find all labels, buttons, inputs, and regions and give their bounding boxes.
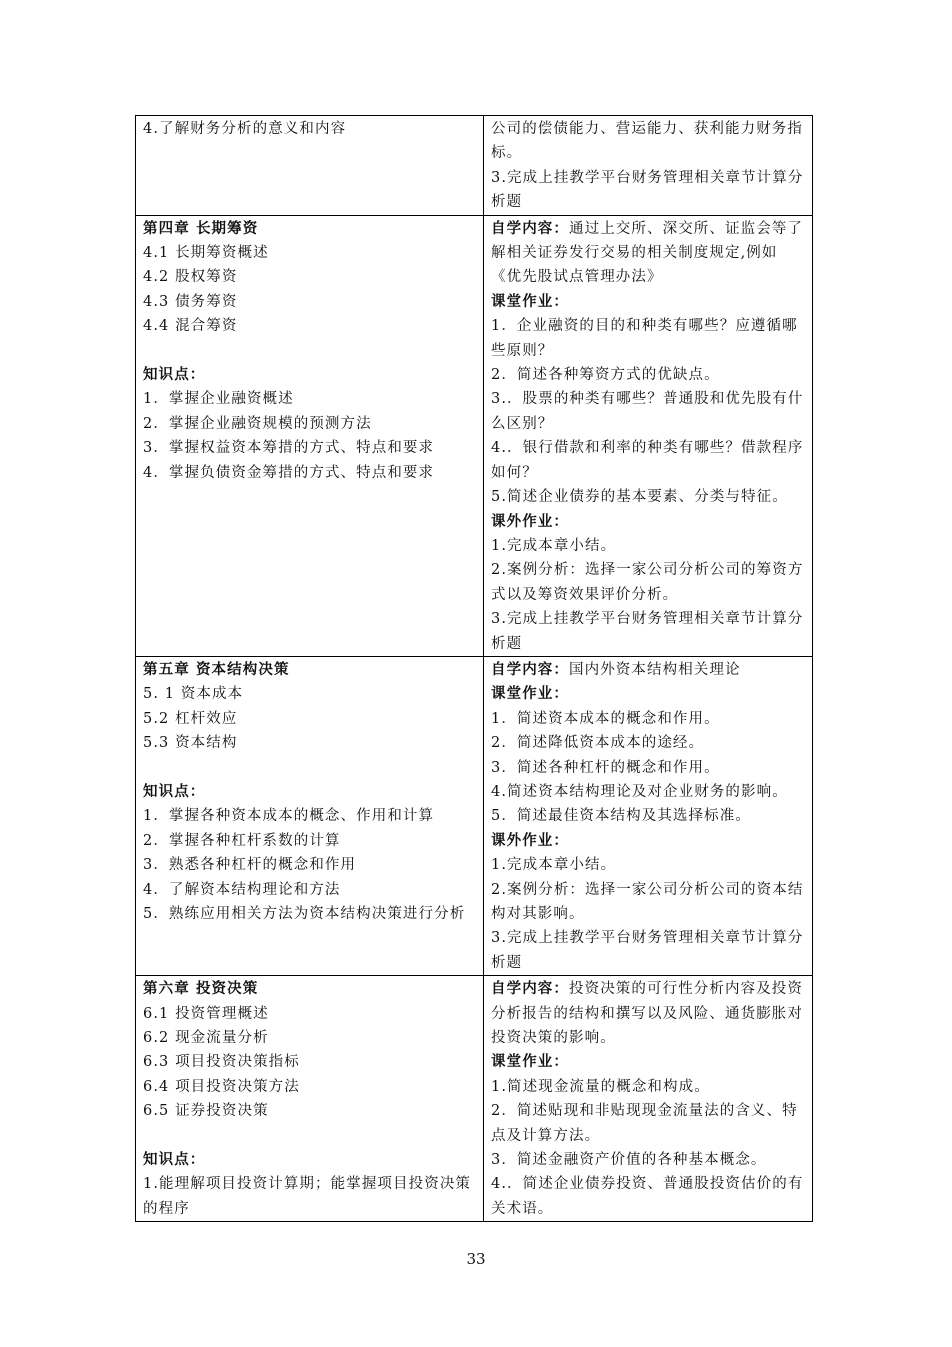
knowledge-item: 1．掌握各种资本成本的概念、作用和计算 xyxy=(143,808,435,825)
knowledge-item: 4．了解资本结构理论和方法 xyxy=(143,881,341,898)
chapter-content-cell xyxy=(136,215,484,656)
assignment-text: 公司的偿债能力、营运能力、获利能力财务指标。 xyxy=(491,121,803,162)
knowledge-item: 1.能理解项目投资计算期；能掌握项目投资决策的程序 xyxy=(143,1176,472,1217)
class-homework-item: 3.．股票的种类有哪些？普通股和优先股有什么区别？ xyxy=(491,391,804,432)
section-item: 5. 1 资本成本 xyxy=(143,686,244,703)
extra-homework-item: 2.案例分析：选择一家公司分析公司的筹资方式以及筹资效果评价分析。 xyxy=(491,562,804,603)
chapter-content-cell xyxy=(136,976,484,1222)
class-homework-item: 3．简述各种杠杆的概念和作用。 xyxy=(491,759,720,776)
section-item: 6.5 证券投资决策 xyxy=(143,1103,269,1120)
section-item: 6.2 现金流量分析 xyxy=(143,1030,269,1047)
class-homework-item: 1．企业融资的目的和种类有哪些？应遵循哪些原则？ xyxy=(491,318,798,359)
knowledge-item: 2．掌握企业融资规模的预测方法 xyxy=(143,415,372,432)
class-homework-label: 课堂作业： xyxy=(491,685,569,703)
class-homework-item: 3．简述金融资产价值的各种基本概念。 xyxy=(491,1152,767,1169)
knowledge-item: 3．熟悉各种杠杆的概念和作用 xyxy=(143,857,357,874)
extra-homework-item: 3.完成上挂教学平台财务管理相关章节计算分析题 xyxy=(491,611,804,652)
knowledge-item: 4.了解财务分析的意义和内容 xyxy=(143,121,347,137)
assignment-cell xyxy=(484,656,813,975)
table-row xyxy=(136,656,813,975)
assignment-cell xyxy=(484,215,813,656)
extra-homework-item: 1.完成本章小结。 xyxy=(491,537,617,554)
class-homework-item: 2．简述贴现和非贴现现金流量法的含义、特点及计算方法。 xyxy=(491,1103,798,1144)
section-item: 6.4 项目投资决策方法 xyxy=(143,1078,300,1095)
self-study-text: 国内外资本结构相关理论 xyxy=(569,661,741,678)
page-number: 33 xyxy=(466,1250,486,1268)
table-row xyxy=(136,976,813,1222)
self-study-text: 投资决策的可行性分析内容及投资分析报告的结构和撰写以及风险、通货膨胀对投资决策的影响。 xyxy=(491,981,803,1047)
self-study-text: 通过上交所、深交所、证监会等了解相关证券发行交易的相关制度规定,例如《优先股试点管理办法》 xyxy=(491,220,803,286)
knowledge-item: 5．熟练应用相关方法为资本结构决策进行分析 xyxy=(143,905,466,922)
section-item: 4.1 长期筹资概述 xyxy=(143,245,269,262)
class-homework-item: 1.简述现金流量的概念和构成。 xyxy=(491,1078,710,1095)
self-study-label: 自学内容： xyxy=(491,219,569,237)
section-item: 5.2 杠杆效应 xyxy=(143,710,238,727)
class-homework-item: 2．简述各种筹资方式的优缺点。 xyxy=(491,367,720,384)
syllabus-table xyxy=(135,115,813,1222)
knowledge-item: 3．掌握权益资本筹措的方式、特点和要求 xyxy=(143,440,435,457)
chapter-title: 第六章 投资决策 xyxy=(143,980,259,998)
self-study-paragraph xyxy=(491,658,805,682)
class-homework-item: 2．简述降低资本成本的途经。 xyxy=(491,735,705,752)
knowledge-item: 4．掌握负债资金筹措的方式、特点和要求 xyxy=(143,464,435,481)
section-item: 4.2 股权筹资 xyxy=(143,269,238,286)
self-study-label: 自学内容： xyxy=(491,980,569,998)
self-study-paragraph xyxy=(491,977,805,1050)
extra-homework-label: 课外作业： xyxy=(491,512,569,530)
class-homework-item: 5．简述最佳资本结构及其选择标准。 xyxy=(491,808,751,825)
class-homework-label: 课堂作业： xyxy=(491,292,569,310)
chapter-title: 第五章 资本结构决策 xyxy=(143,660,290,678)
class-homework-item: 1．简述资本成本的概念和作用。 xyxy=(491,710,720,727)
section-item: 6.1 投资管理概述 xyxy=(143,1005,269,1022)
table-row xyxy=(136,116,813,216)
extra-homework-item: 2.案例分析：选择一家公司分析公司的资本结构对其影响。 xyxy=(491,881,804,922)
knowledge-label: 知识点： xyxy=(143,782,206,800)
class-homework-item: 4.简述资本结构理论及对企业财务的影响。 xyxy=(491,783,788,800)
class-homework-item: 4.．简述企业债券投资、普通股投资估价的有关术语。 xyxy=(491,1176,804,1217)
table-row xyxy=(136,215,813,656)
extra-homework-label: 课外作业： xyxy=(491,831,569,849)
class-homework-label: 课堂作业： xyxy=(491,1053,569,1071)
assignment-text: 3.完成上挂教学平台财务管理相关章节计算分析题 xyxy=(491,169,804,211)
knowledge-item: 1．掌握企业融资概述 xyxy=(143,391,294,408)
section-item: 6.3 项目投资决策指标 xyxy=(143,1054,300,1071)
assignment-cell xyxy=(484,116,813,216)
self-study-label: 自学内容： xyxy=(491,660,569,678)
section-item: 4.3 债务筹资 xyxy=(143,293,238,310)
section-item: 5.3 资本结构 xyxy=(143,735,238,752)
assignment-cell xyxy=(484,976,813,1222)
extra-homework-item: 1.完成本章小结。 xyxy=(491,857,617,874)
knowledge-label: 知识点： xyxy=(143,366,206,384)
class-homework-item: 5.简述企业债券的基本要素、分类与特征。 xyxy=(491,489,788,506)
extra-homework-item: 3.完成上挂教学平台财务管理相关章节计算分析题 xyxy=(491,930,804,971)
knowledge-label: 知识点： xyxy=(143,1151,206,1169)
knowledge-item: 2．掌握各种杠杆系数的计算 xyxy=(143,832,341,849)
chapter-content-cell xyxy=(136,656,484,975)
class-homework-item: 4.．银行借款和利率的种类有哪些？借款程序如何？ xyxy=(491,440,804,481)
chapter-title: 第四章 长期筹资 xyxy=(143,219,259,237)
self-study-paragraph xyxy=(491,217,805,290)
section-item: 4.4 混合筹资 xyxy=(143,318,238,335)
chapter-content-cell xyxy=(136,116,484,216)
